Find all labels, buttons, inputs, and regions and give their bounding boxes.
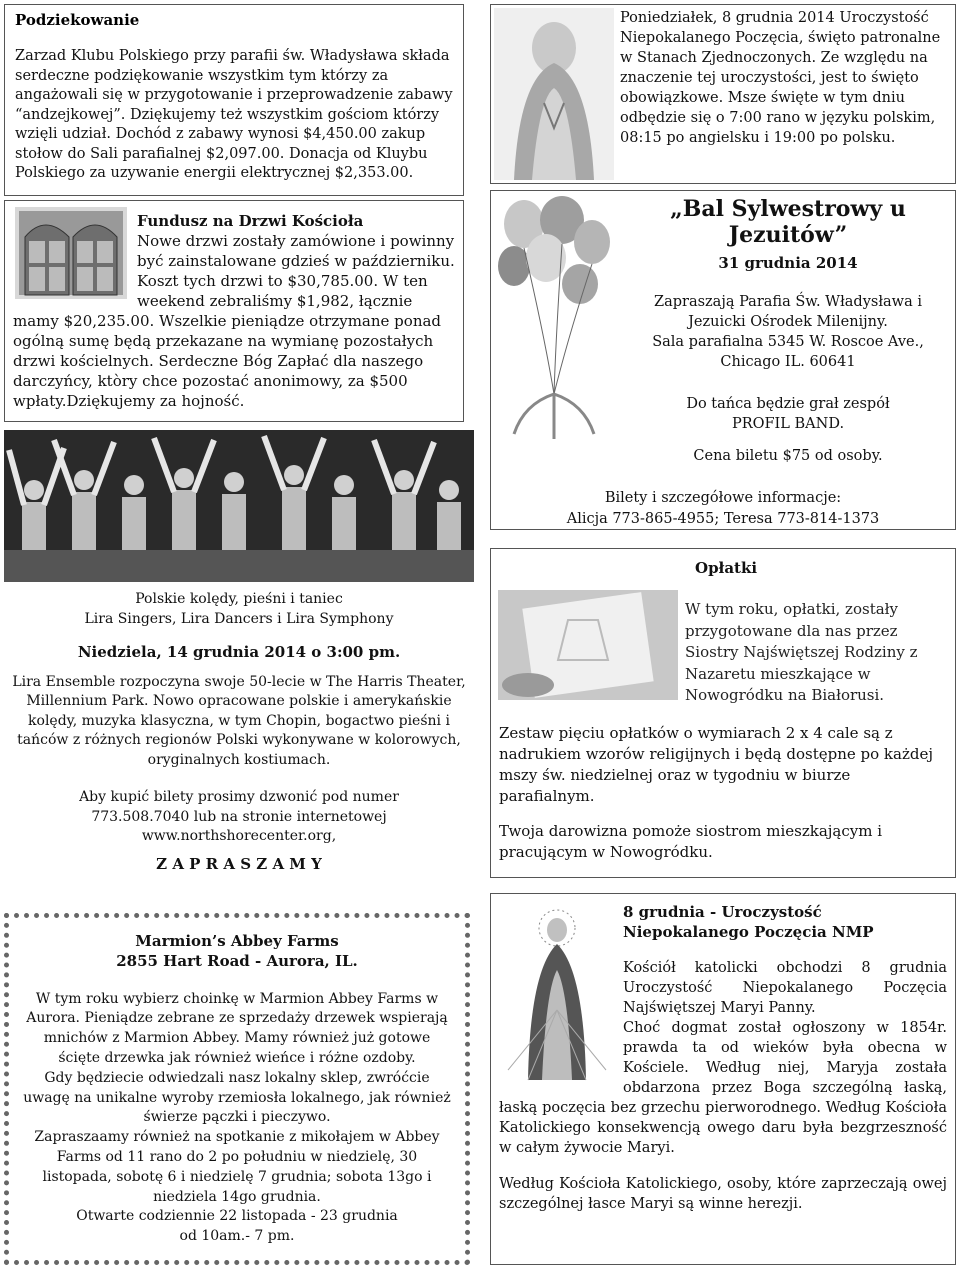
lira-tickets: Aby kupić bilety prosimy dzwonić pod numer 773.508.7040 lub na stronie internetowej www.northshorecenter.org,	[79, 789, 399, 844]
marmion-address: 2855 Hart Road - Aurora, IL.	[116, 951, 358, 970]
bal-band-name: PROFIL BAND.	[731, 416, 845, 432]
bal-date: 31 grudnia 2014	[718, 254, 858, 272]
lira-line1: Polskie kolędy, pieśni i taniec	[135, 591, 343, 607]
oplatki-p2: Zestaw pięciu opłatków o wymiarach 2 x 4 cale są z nadrukiem wzorów religijnych i będą dostępne po każdej mszy św. niedzielnej oraz w tygodniu w biurze parafialnym.	[499, 724, 933, 805]
marmion-title: Marmion’s Abbey Farms	[135, 932, 339, 950]
oplatki-p1: W tym roku, opłatki, zostały przygotowane dla nas przez Siostry Najświętszej Rodziny z Nazaretu mieszkające w Nowogródku na Białorusi.	[685, 600, 918, 704]
bal-line: Jezuicki Ośrodek Milenijny.	[688, 314, 888, 330]
marmion-p2: Gdy będziecie odwiedzali nasz lokalny sklep, zwróćcie uwagę na unikalne wyroby rzemiosła lokalnego, jak również świerze pączki i pieczywo.	[23, 1069, 451, 1126]
madonna-image	[494, 8, 614, 180]
bal-line: Chicago IL. 60641	[720, 354, 856, 370]
fundusz-title: Fundusz na Drzwi Kościoła	[137, 212, 364, 230]
marmion-p1: W tym roku wybierz choinkę w Marmion Abbey Farms w Aurora. Pieniądze zebrane ze sprzedaży drzewek wspierają mnichów z Marmion Abbey. Mamy również już gotowe ścięte drzewka jak również wieńce i różne ozdoby.	[26, 990, 448, 1066]
podziekowanie-title: Podziekowanie	[15, 11, 140, 29]
lira-body: Lira Ensemble rozpoczyna swoje 50-lecie w The Harris Theater, Millennium Park. Nowo opracowane polskie i amerykańskie kolędy, muzyka klasyczna, w tym Chopin, bogactwo pieśni i tańców z różnych regionów Polski wykonywane w kolorowych, oryginalnych kostiumach.	[12, 673, 466, 768]
grudnia-p1: Kościół katolicki obchodzi 8 grudnia Uroczystość Niepokalanego Poczęcia Najświętszej Maryi Panny.	[623, 960, 947, 1016]
mary-statue-image	[498, 900, 616, 1085]
bal-info-heading: Bilety i szczegółowe informacje:	[604, 490, 842, 506]
lira-dancers-image	[4, 430, 474, 582]
lira-section	[4, 590, 474, 890]
marmion-section	[4, 913, 470, 1265]
church-door-image	[15, 207, 127, 299]
grudnia-title: 8 grudnia - Uroczystość Niepokalanego Poczęcia NMP	[623, 903, 874, 941]
uroczystosc-text: Poniedziałek, 8 grudnia 2014 Uroczystość Niepokalanego Poczęcia, święto patronalne w Stanach Zjednoczonych. Ze względu na znaczenie tej uroczystości, jest to święto obowiązkowe. Msze święte w tym dniu odbędzie się o 7:00 rano w języku polskim, 08:15 po angielsku i 19:00 po polsku.	[620, 10, 941, 146]
oplatki-title: Opłatki	[695, 559, 758, 577]
fundusz-body: Nowe drzwi zostały zamówione i powinny być zainstalowane gdzieś w październiku. Koszt tych drzwi to $30,785.00. W ten weekend zebraliśmy $1,982, łącznie mamy $20,235.00. Wszelkie pieniądze otrzymane ponad ogólną sumę będą przekazane na wymianę pozostałych drzwi kościelnych. Serdeczne Bóg Zapłać dla naszego darczyńcy, ktòry chce pozostać anonimowy, za $500 wpłaty.Dziękujemy za hojność.	[13, 232, 455, 410]
grudnia-p3: Według Kościoła Katolickiego, osoby, które zaprzeczają owej szczególnej łasce Maryi są winne herezji.	[499, 1176, 947, 1212]
marmion-p4: Otwarte codziennie 22 listopada - 23 grudnia	[76, 1208, 398, 1225]
lira-line2: Lira Singers, Lira Dancers i Lira Symphony	[84, 610, 394, 627]
bal-content	[620, 196, 956, 434]
oplatek-image	[498, 590, 678, 700]
podziekowanie-section	[4, 4, 464, 196]
lira-date: Niedziela, 14 grudnia 2014 o 3:00 pm.	[77, 643, 401, 661]
bal-price: Cena biletu $75 od osoby.	[693, 448, 883, 464]
bal-line: Sala parafialna 5345 W. Roscoe Ave.,	[652, 334, 924, 350]
marmion-p5: od 10am.- 7 pm.	[179, 1228, 295, 1245]
podziekowanie-body: Zarzad Klubu Polskiego przy parafii św. Władysława składa serdeczne podziękowanie wszystkim tym którzy za angażowali się w przygotowanie i przeprowadzenie zabawy “andzejkowej”. Dziękujemy też wszystkim gościom którzy wzięli udział. Dochód z zabawy wynosi $4,450.00 zakup stołow do Sali parafialnej $2,097.00. Donacja od Kluybu Polskiego za uzywanie energii elektrycznej $2,353.00.	[15, 48, 453, 181]
fundusz-section	[4, 200, 464, 422]
oplatki-p3: Twoja darowizna pomoże siostrom mieszkającym i pracującym w Nowogródku.	[499, 822, 883, 861]
bal-line: Zapraszają Parafia Św. Władysława i	[654, 294, 922, 310]
bal-title: „Bal Sylwestrowy u Jezuitów”	[670, 196, 906, 248]
balloons-image	[494, 194, 614, 444]
lira-invite: Z A P R A S Z A M Y	[156, 854, 322, 873]
bal-band: Do tańca będzie grał zespół	[686, 396, 890, 412]
marmion-p3: Zapraszaamy również na spotkanie z mikołajem w Abbey Farms od 11 rano do 2 po południu w niedzielę, 30 listopada, sobotę 6 i niedzielę 7 grudnia; sobota 13go i niedziela 14go grudnia.	[34, 1129, 440, 1205]
bal-info-phones: Alicja 773-865-4955; Teresa 773-814-1373	[566, 511, 880, 527]
grudnia-p2: Choć dogmat został ogłoszony w 1854r. prawda ta od wieków była obecna w Kościele. Według niej, Maryja została obdarzona przez Boga szczególną łaską, łaską poczęcia bez grzechu pierworodnego. Według Kościoła Katolickiego konsekwencją owego daru była bezgrzeszność w całym żywocie Maryi.	[499, 1020, 947, 1156]
